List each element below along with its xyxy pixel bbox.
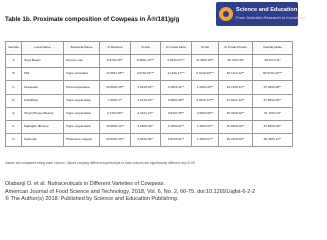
table-cell: C — [6, 81, 22, 94]
table-cell: Vigna unguiculata — [64, 94, 100, 107]
table-cell: Vigna unicuilata — [64, 68, 100, 81]
table-cell: 67.48±0.08** — [253, 81, 293, 94]
table-footnote: Values are compared along each column. Values carrying different superscripts in each column are significantly different at p<0.05 — [5, 161, 195, 165]
table-cell: 10.02±0.10** — [100, 134, 131, 147]
publisher-name: Science and Education Publishing — [236, 7, 327, 13]
table-cell: 61.70±0.10* — [253, 107, 293, 120]
citation-journal: American Journal of Food Science and Technology, 2018, Vol. 6, No. 2, 66-75. doi:10.12691/ajfst-6-2-2 — [5, 188, 256, 195]
table-cell: 2.90±0.06** — [131, 134, 161, 147]
table-cell: 2.26±0.11** — [161, 81, 192, 94]
table-row — [6, 55, 293, 68]
table-cell: 65.48±0.11** — [253, 134, 293, 147]
table-cell: 65.87±0.32*** — [253, 68, 293, 81]
table-cell: 36.61±0.11* — [253, 55, 293, 68]
table-cell: F — [6, 120, 22, 133]
table-cell: 2.61±0.01** — [131, 94, 161, 107]
citation-block — [5, 181, 295, 204]
table-cell: 2.18±0.01** — [161, 120, 192, 133]
column-header: % Moisture — [100, 42, 131, 55]
column-header: Botanical Name — [64, 42, 100, 55]
table-cell: 27.99±1.24** — [219, 94, 253, 107]
table-cell: 2.82±0.01*** — [161, 55, 192, 68]
table-cell: Glycine max — [64, 55, 100, 68]
table-cell: 57.88±0.30** — [253, 94, 293, 107]
table-cell: D — [6, 94, 22, 107]
table-cell: 3.46±0.12*** — [192, 94, 219, 107]
table-cell: 1.36±0.01** — [192, 120, 219, 133]
table-cell: 3.64±0.01** — [131, 81, 161, 94]
table-cell: 26.12±0.11** — [219, 81, 253, 94]
table-cell: Fiorapeak — [22, 81, 64, 94]
table-row — [6, 134, 293, 147]
table-cell: 2.66±0.06** — [192, 107, 219, 120]
column-header: % Crude Protein — [219, 42, 253, 55]
table-title: Table 1b. Proximate composition of Cowpeas in Â®/181)g/g — [5, 16, 180, 23]
table-cell: Olili — [22, 68, 64, 81]
column-header: % Fat — [192, 42, 219, 55]
column-header: Sample — [6, 42, 22, 55]
table-cell: 5.98±0.10*** — [131, 55, 161, 68]
table-cell: A — [6, 55, 22, 68]
table-cell: 3.44±1.21** — [131, 107, 161, 120]
table-cell: 36.74±0.36* — [219, 55, 253, 68]
table-cell: B — [6, 68, 22, 81]
table-cell: 10.68±0.12** — [100, 120, 131, 133]
table-cell: 25.34±0.02** — [219, 107, 253, 120]
publisher-logo-icon — [219, 7, 233, 21]
table-cell: 2.62±0.01** — [161, 134, 192, 147]
column-header: % Ash — [131, 42, 161, 55]
column-header: % Crude Fibre — [161, 42, 192, 55]
table-cell: Phaseolus vulgaris — [64, 134, 100, 147]
table-cell: 3.84±0.36** — [161, 107, 192, 120]
table-cell: 1.26±0.07** — [192, 134, 219, 147]
table-cell: 7.66±0.1** — [100, 94, 131, 107]
table-cell: 1.59±0.20** — [192, 81, 219, 94]
table-cell: 20.66±0.03** — [219, 120, 253, 133]
table-row — [6, 94, 293, 107]
citation-copyright: © The Author(s) 2018. Published by Science and Education Publishing. — [5, 196, 179, 203]
table-row — [6, 81, 293, 94]
table-cell: 9.74±0.06** — [100, 107, 131, 120]
table-header-row — [6, 42, 293, 55]
table-cell: 3.98±0.08** — [161, 94, 192, 107]
table-row — [6, 68, 293, 81]
table-cell: 11.98±0.03** — [192, 55, 219, 68]
publisher-tagline: From Scientific Research to Knowledge — [236, 15, 307, 20]
table-cell: 3.68±0.04** — [131, 120, 161, 133]
table-cell: Psmocotyledulea — [64, 81, 100, 94]
column-header: Carbohydrate — [253, 42, 293, 55]
table-cell: 4.07±0.01*** — [131, 68, 161, 81]
column-header: Local Name — [22, 42, 64, 55]
table-cell: Vigna unguiculata — [64, 120, 100, 133]
table-row — [6, 120, 293, 133]
table-cell: 10.60±0.10** — [100, 81, 131, 94]
table-cell: Kahunda — [22, 134, 64, 147]
table-cell: 0.31±0.03*** — [192, 68, 219, 81]
table-cell: 10.38±1.05** — [100, 68, 131, 81]
table-row — [6, 107, 293, 120]
table-cell: 4.12±0.11*** — [161, 68, 192, 81]
table-cell: G — [6, 134, 22, 147]
table-cell: 67.68±0.18** — [253, 120, 293, 133]
table-cell: Mgbagbe (Brown) — [22, 120, 64, 133]
publisher-logo — [216, 2, 327, 26]
table-cell: 30.11±0.12** — [219, 68, 253, 81]
table-cell: 5.87±0.15** — [100, 55, 131, 68]
table-cell: Oloyin(Honey Beans) — [22, 107, 64, 120]
table-cell: Fio(White) — [22, 94, 64, 107]
table-cell: Soya Beans — [22, 55, 64, 68]
table-cell: Vigna unguiculata — [64, 107, 100, 120]
table-cell: E — [6, 107, 22, 120]
proximate-composition-table — [5, 41, 293, 147]
table-cell: 25.24±0.04** — [219, 134, 253, 147]
citation-authors: Olabanji O. et al. Nutraceuticals in Different Varieties of Cowpeas. — [5, 181, 165, 187]
